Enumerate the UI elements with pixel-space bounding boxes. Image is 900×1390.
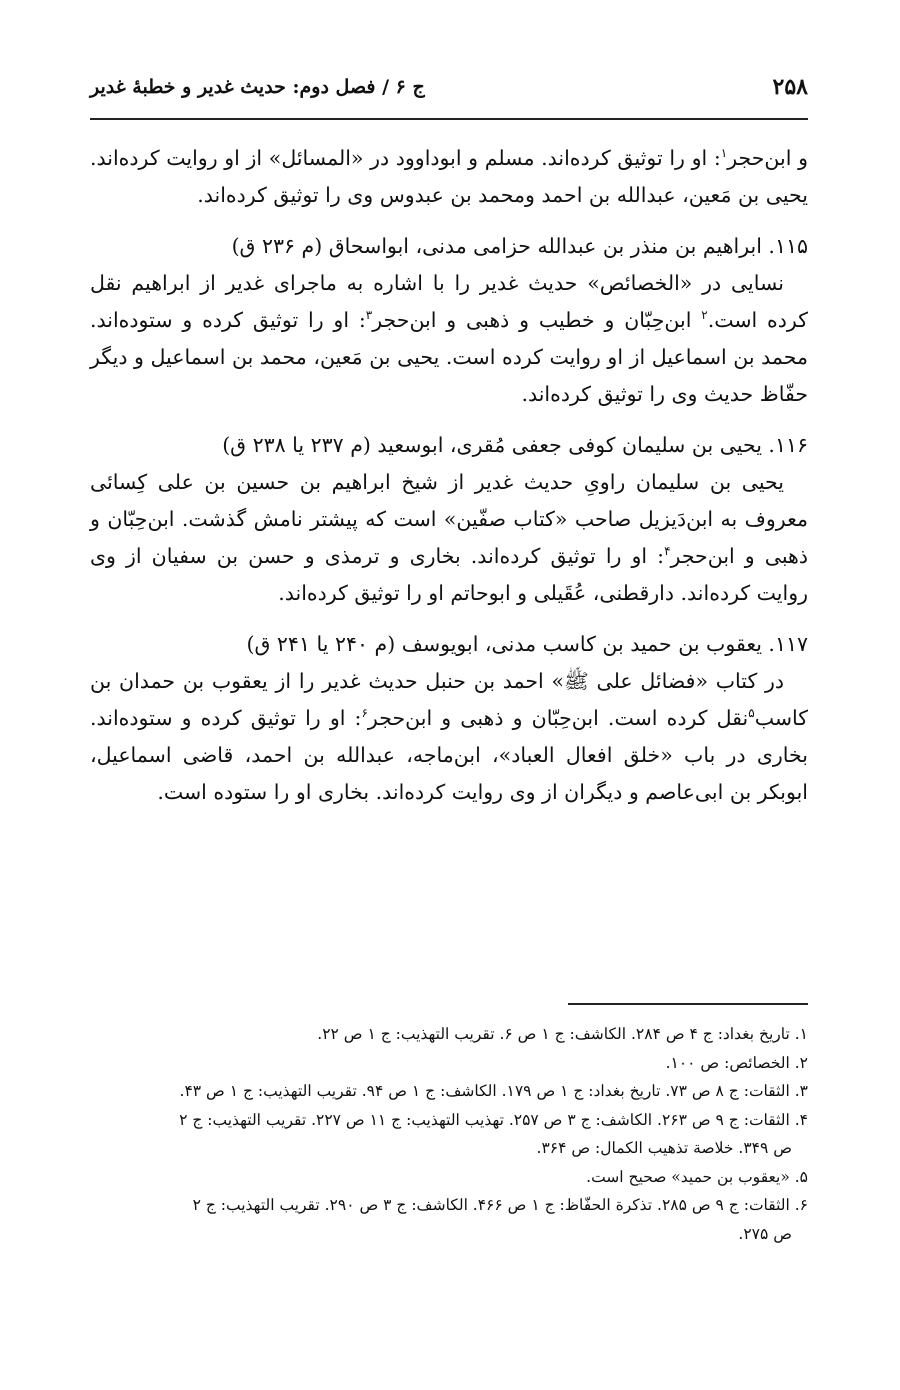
footnote-3: ۳. الثقات: ج ۸ ص ۷۳. تاریخ بغداد: ج ۱ ص ۱۷۹. الکاشف: ج ۱ ص ۹۴. تقریب التهذیب: ج ۱ ص ۴۳. [179,1082,808,1100]
entry-paragraph-116: یحیی بن سلیمان راویِ حدیث غدیر از شیخ ابراهیم بن حسین بن علی کِسائی معروف به ابن‌دَیزیل صاحب «کتاب صفّین» است که پیشتر نامش گذشت. ابن‌حِبّان و ذهبی و ابن‌حجر$^۴$: او را توثیق کرده‌اند. بخاری و ترمذی و حسن بن سفیان از وی روایت کرده‌اند. دارقطنی، عُقَیلی و ابوحاتم او را توثیق کرده‌اند. [90,470,808,605]
footnote-2: ۲. الخصائص: ص ۱۰۰. [665,1053,808,1072]
footnote-6-continued: ص ۲۷۵. [738,1224,792,1243]
page-header [90,72,808,112]
running-title: ج ۶ / فصل دوم: حدیث غدیر و خطبهٔ غدیر [90,76,425,98]
header-divider [90,118,808,120]
footnote-6: ۶. الثقات: ج ۹ ص ۲۸۵. تذکرة الحفّاظ: ج ۱ ص ۴۶۶. الکاشف: ج ۳ ص ۲۹۰. تقریب التهذیب: ج ۲ [192,1196,808,1214]
entry-heading-117: ۱۱۷. یعقوب بن حمید بن کاسب مدنی، ابویوسف (م ۲۴۰ یا ۲۴۱ ق) [246,632,808,656]
entry-heading-115: ۱۱۵. ابراهیم بن منذر بن عبدالله حزامی مدنی، ابواسحاق (م ۲۳۶ ق) [231,234,808,258]
footnote-ref: ۴ [664,544,671,559]
footnote-ref: ۳ [365,308,373,323]
footnote-divider [568,1003,808,1005]
footnote-5: ۵. «یعقوب بن حمید» صحیح است. [586,1167,808,1186]
paragraph-continuation: و ابن‌حجر$^۱$: او را توثیق کرده‌اند. مسلم و ابوداوود در «المسائل» از او روایت کرده‌اند. یحیی بن مَعین، عبدالله بن احمد ومحمد بن عبدوس وی را توثیق کرده‌اند. [90,146,808,207]
entry-heading-116: ۱۱۶. یحیی بن سلیمان کوفی جعفی مُقری، ابوسعید (م ۲۳۷ یا ۲۳۸ ق) [222,433,808,457]
footnote-1: ۱. تاریخ بغداد: ج ۴ ص ۲۸۴. الکاشف: ج ۱ ص ۶. تقریب التهذیب: ج ۱ ص ۲۲. [317,1025,808,1043]
main-text [90,140,808,811]
footnote-ref: ۱ [720,146,728,161]
footnotes [90,1020,808,1248]
entry-paragraph-115: نسایی در «الخصائص» حدیث غدیر را با اشاره به ماجرای غدیر از ابراهیم نقل کرده است.$^۲$ ابن‌حِبّان و خطیب و ذهبی و ابن‌حجر$^۳$: او را توثیق کرده و ستوده‌اند. محمد بن اسماعیل از او روایت کرده است. یحیی بن مَعین، محمد بن اسماعیل و دیگر حفّاظ حدیث وی را توثیق کرده‌اند. [90,271,808,406]
footnote-ref: ۵ [748,706,755,721]
footnote-4: ۴. الثقات: ج ۹ ص ۲۶۳. الکاشف: ج ۳ ص ۲۵۷. تهذیب التهذیب: ج ۱۱ ص ۲۲۷. تقریب التهذیب: ج ۲ [179,1110,808,1129]
page-number: ۲۵۸ [772,74,808,100]
footnote-4-continued: ص ۳۴۹. خلاصة تذهیب الکمال: ص ۳۶۴. [536,1139,792,1157]
entry-paragraph-117: در کتاب «فضائل علی ﷺ» احمد بن حنبل حدیث غدیر را از یعقوب بن حمدان بن کاسب$^۵$نقل کرده است. ابن‌حِبّان و ذهبی و ابن‌حجر$^۶$: او را توثیق کرده و ستوده‌اند. بخاری در باب «خلق افعال العباد»، ابن‌ماجه، عبدالله بن احمد، قاضی اسماعیل، ابوبکر بن ابی‌عاصم و دیگران از وی روایت کرده‌اند. بخاری او را ستوده است. [90,669,809,804]
footnote-ref: ۲ [701,308,708,323]
footnote-ref: ۶ [361,706,368,721]
